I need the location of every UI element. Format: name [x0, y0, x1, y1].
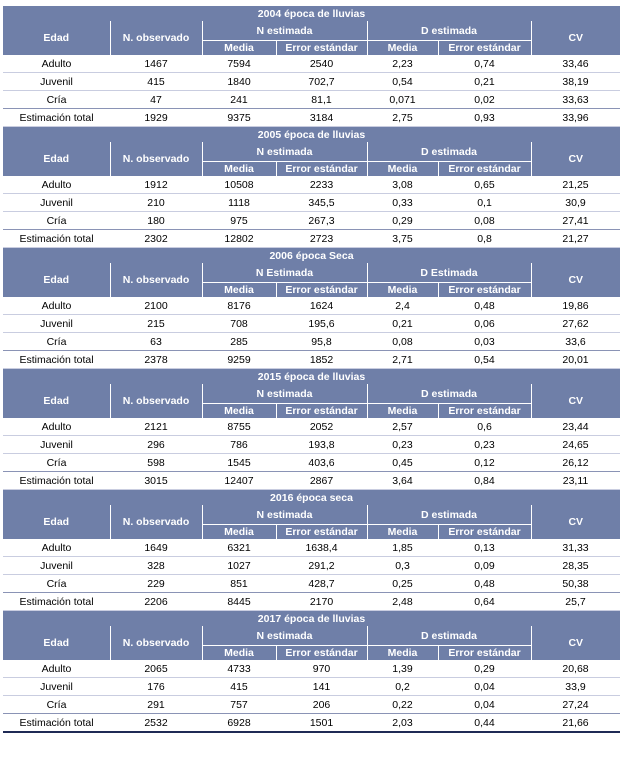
header-row	[3, 263, 620, 283]
cell-n-error: 345,5	[276, 194, 367, 212]
cell-cv: 23,11	[531, 472, 620, 490]
cell-d-media: 1,85	[367, 539, 438, 557]
cell-cv: 24,65	[531, 436, 620, 454]
cell-n-error: 291,2	[276, 557, 367, 575]
section-1	[3, 127, 620, 248]
header-d-estimada: D estimada	[367, 142, 531, 162]
cell-d-media: 3,64	[367, 472, 438, 490]
cell-d-media: 0,071	[367, 91, 438, 109]
header-n-observado: N. observado	[110, 263, 202, 297]
cell-cv: 33,9	[531, 678, 620, 696]
table-row	[3, 557, 620, 575]
subheader-n-media: Media	[202, 41, 276, 56]
section-4	[3, 490, 620, 611]
cell-n-observado: 1467	[110, 55, 202, 73]
cell-d-error: 0,6	[438, 418, 531, 436]
cell-n-error: 81,1	[276, 91, 367, 109]
cell-n-media: 8176	[202, 297, 276, 315]
cell-n-observado: 1912	[110, 176, 202, 194]
cell-n-observado: 415	[110, 73, 202, 91]
cell-edad: Juvenil	[3, 73, 110, 91]
cell-d-media: 0,33	[367, 194, 438, 212]
cell-d-media: 3,75	[367, 230, 438, 248]
header-edad: Edad	[3, 505, 110, 539]
table-row	[3, 194, 620, 212]
cell-n-error: 1624	[276, 297, 367, 315]
cell-cv: 27,62	[531, 315, 620, 333]
section-title-row	[3, 127, 620, 143]
total-row	[3, 230, 620, 248]
cell-d-error: 0,65	[438, 176, 531, 194]
total-row	[3, 351, 620, 369]
cell-n-error: 2867	[276, 472, 367, 490]
cell-n-media: 7594	[202, 55, 276, 73]
cell-n-error: 428,7	[276, 575, 367, 593]
cell-n-observado: 63	[110, 333, 202, 351]
table-row	[3, 73, 620, 91]
table-row	[3, 297, 620, 315]
cell-d-error: 0,54	[438, 351, 531, 369]
cell-edad: Estimación total	[3, 351, 110, 369]
header-cv: CV	[531, 505, 620, 539]
table-row	[3, 91, 620, 109]
section-title-row	[3, 490, 620, 506]
cell-d-error: 0,23	[438, 436, 531, 454]
cell-d-media: 3,08	[367, 176, 438, 194]
subheader-n-media: Media	[202, 404, 276, 419]
cell-edad: Adulto	[3, 418, 110, 436]
table-row	[3, 212, 620, 230]
header-n-estimada: N estimada	[202, 505, 367, 525]
cell-edad: Cría	[3, 696, 110, 714]
header-n-observado: N. observado	[110, 142, 202, 176]
cell-edad: Cría	[3, 212, 110, 230]
section-title-row	[3, 248, 620, 264]
cell-edad: Adulto	[3, 539, 110, 557]
subheader-d-error: Error estándar	[438, 41, 531, 56]
cell-n-error: 2052	[276, 418, 367, 436]
cell-n-error: 95,8	[276, 333, 367, 351]
cell-n-media: 8755	[202, 418, 276, 436]
cell-n-observado: 47	[110, 91, 202, 109]
cell-n-media: 6321	[202, 539, 276, 557]
header-edad: Edad	[3, 626, 110, 660]
cell-n-error: 2723	[276, 230, 367, 248]
cell-d-media: 2,48	[367, 593, 438, 611]
cell-n-observado: 2065	[110, 660, 202, 678]
cell-n-observado: 210	[110, 194, 202, 212]
cell-edad: Juvenil	[3, 315, 110, 333]
header-cv: CV	[531, 21, 620, 55]
cell-n-error: 206	[276, 696, 367, 714]
total-row	[3, 109, 620, 127]
header-n-estimada: N estimada	[202, 142, 367, 162]
cell-n-error: 193,8	[276, 436, 367, 454]
cell-edad: Estimación total	[3, 109, 110, 127]
cell-n-error: 1501	[276, 714, 367, 733]
section-2	[3, 248, 620, 369]
cell-edad: Estimación total	[3, 593, 110, 611]
cell-cv: 20,01	[531, 351, 620, 369]
section-title: 2016 época seca	[3, 490, 620, 506]
table-row	[3, 454, 620, 472]
cell-d-error: 0,84	[438, 472, 531, 490]
cell-cv: 21,25	[531, 176, 620, 194]
header-n-estimada: N Estimada	[202, 263, 367, 283]
cell-edad: Juvenil	[3, 194, 110, 212]
cell-cv: 21,27	[531, 230, 620, 248]
table-row	[3, 315, 620, 333]
header-cv: CV	[531, 626, 620, 660]
section-title-row	[3, 611, 620, 627]
cell-edad: Adulto	[3, 660, 110, 678]
header-d-estimada: D estimada	[367, 384, 531, 404]
header-row	[3, 505, 620, 525]
table-row	[3, 418, 620, 436]
total-row	[3, 472, 620, 490]
table-row	[3, 660, 620, 678]
section-5	[3, 611, 620, 733]
cell-n-media: 8445	[202, 593, 276, 611]
cell-n-observado: 1649	[110, 539, 202, 557]
header-edad: Edad	[3, 263, 110, 297]
header-n-estimada: N estimada	[202, 626, 367, 646]
cell-d-media: 0,23	[367, 436, 438, 454]
cell-n-error: 1638,4	[276, 539, 367, 557]
cell-edad: Juvenil	[3, 557, 110, 575]
subheader-d-media: Media	[367, 41, 438, 56]
cell-cv: 27,41	[531, 212, 620, 230]
cell-n-observado: 291	[110, 696, 202, 714]
cell-n-error: 970	[276, 660, 367, 678]
subheader-d-media: Media	[367, 162, 438, 177]
subheader-n-error: Error estándar	[276, 525, 367, 540]
cell-cv: 26,12	[531, 454, 620, 472]
total-row	[3, 593, 620, 611]
cell-n-observado: 598	[110, 454, 202, 472]
section-0	[3, 6, 620, 127]
cell-n-media: 851	[202, 575, 276, 593]
cell-edad: Estimación total	[3, 472, 110, 490]
header-d-estimada: D estimada	[367, 21, 531, 41]
cell-n-error: 267,3	[276, 212, 367, 230]
cell-d-media: 2,23	[367, 55, 438, 73]
cell-d-media: 2,03	[367, 714, 438, 733]
cell-cv: 50,38	[531, 575, 620, 593]
cell-n-media: 1840	[202, 73, 276, 91]
cell-n-media: 415	[202, 678, 276, 696]
header-n-observado: N. observado	[110, 626, 202, 660]
cell-edad: Cría	[3, 454, 110, 472]
cell-cv: 33,96	[531, 109, 620, 127]
cell-n-media: 757	[202, 696, 276, 714]
cell-d-error: 0,02	[438, 91, 531, 109]
cell-d-media: 0,54	[367, 73, 438, 91]
cell-n-media: 241	[202, 91, 276, 109]
cell-d-error: 0,29	[438, 660, 531, 678]
cell-d-error: 0,21	[438, 73, 531, 91]
subheader-n-media: Media	[202, 646, 276, 661]
cell-n-media: 975	[202, 212, 276, 230]
section-title: 2017 época de lluvias	[3, 611, 620, 627]
table-row	[3, 436, 620, 454]
cell-d-error: 0,08	[438, 212, 531, 230]
cell-n-observado: 215	[110, 315, 202, 333]
header-d-estimada: D Estimada	[367, 263, 531, 283]
header-d-estimada: D estimada	[367, 626, 531, 646]
cell-edad: Adulto	[3, 55, 110, 73]
cell-d-error: 0,64	[438, 593, 531, 611]
table-row	[3, 575, 620, 593]
cell-d-media: 0,3	[367, 557, 438, 575]
cell-d-media: 2,4	[367, 297, 438, 315]
subheader-d-error: Error estándar	[438, 283, 531, 298]
subheader-n-media: Media	[202, 525, 276, 540]
cell-n-error: 141	[276, 678, 367, 696]
cell-n-media: 786	[202, 436, 276, 454]
cell-cv: 19,86	[531, 297, 620, 315]
cell-n-media: 12407	[202, 472, 276, 490]
subheader-n-media: Media	[202, 283, 276, 298]
cell-edad: Adulto	[3, 176, 110, 194]
cell-n-media: 285	[202, 333, 276, 351]
cell-d-error: 0,1	[438, 194, 531, 212]
cell-d-media: 0,2	[367, 678, 438, 696]
cell-n-error: 702,7	[276, 73, 367, 91]
cell-n-media: 10508	[202, 176, 276, 194]
cell-d-error: 0,44	[438, 714, 531, 733]
subheader-d-error: Error estándar	[438, 525, 531, 540]
cell-d-error: 0,12	[438, 454, 531, 472]
header-n-observado: N. observado	[110, 21, 202, 55]
cell-n-media: 1545	[202, 454, 276, 472]
cell-d-error: 0,13	[438, 539, 531, 557]
cell-d-media: 0,22	[367, 696, 438, 714]
header-cv: CV	[531, 384, 620, 418]
table-row	[3, 539, 620, 557]
cell-d-media: 1,39	[367, 660, 438, 678]
cell-n-media: 9259	[202, 351, 276, 369]
cell-d-error: 0,93	[438, 109, 531, 127]
header-row	[3, 384, 620, 404]
header-row	[3, 142, 620, 162]
subheader-n-error: Error estándar	[276, 283, 367, 298]
cell-n-error: 2233	[276, 176, 367, 194]
cell-n-media: 1118	[202, 194, 276, 212]
cell-d-media: 0,25	[367, 575, 438, 593]
subheader-d-error: Error estándar	[438, 162, 531, 177]
cell-n-error: 2540	[276, 55, 367, 73]
section-title: 2004 época de lluvias	[3, 6, 620, 21]
cell-n-observado: 180	[110, 212, 202, 230]
section-title-row	[3, 369, 620, 385]
subheader-n-error: Error estándar	[276, 41, 367, 56]
header-edad: Edad	[3, 21, 110, 55]
cell-n-observado: 3015	[110, 472, 202, 490]
cell-n-error: 403,6	[276, 454, 367, 472]
cell-n-media: 9375	[202, 109, 276, 127]
section-3	[3, 369, 620, 490]
cell-d-error: 0,04	[438, 678, 531, 696]
cell-n-media: 6928	[202, 714, 276, 733]
cell-cv: 20,68	[531, 660, 620, 678]
header-n-observado: N. observado	[110, 505, 202, 539]
cell-cv: 30,9	[531, 194, 620, 212]
section-title: 2005 época de lluvias	[3, 127, 620, 143]
cell-n-observado: 2100	[110, 297, 202, 315]
cell-d-error: 0,03	[438, 333, 531, 351]
cell-edad: Estimación total	[3, 230, 110, 248]
cell-d-error: 0,74	[438, 55, 531, 73]
cell-n-media: 4733	[202, 660, 276, 678]
cell-cv: 27,24	[531, 696, 620, 714]
subheader-n-media: Media	[202, 162, 276, 177]
cell-n-observado: 176	[110, 678, 202, 696]
cell-n-observado: 328	[110, 557, 202, 575]
cell-n-media: 1027	[202, 557, 276, 575]
subheader-d-media: Media	[367, 404, 438, 419]
header-cv: CV	[531, 263, 620, 297]
subheader-n-error: Error estándar	[276, 404, 367, 419]
cell-n-observado: 296	[110, 436, 202, 454]
header-n-estimada: N estimada	[202, 384, 367, 404]
header-n-estimada: N estimada	[202, 21, 367, 41]
cell-cv: 38,19	[531, 73, 620, 91]
cell-d-error: 0,48	[438, 297, 531, 315]
cell-edad: Juvenil	[3, 678, 110, 696]
population-estimates-table	[3, 6, 620, 733]
header-edad: Edad	[3, 384, 110, 418]
cell-n-media: 12802	[202, 230, 276, 248]
cell-n-observado: 1929	[110, 109, 202, 127]
cell-d-media: 0,45	[367, 454, 438, 472]
cell-edad: Estimación total	[3, 714, 110, 733]
cell-d-error: 0,48	[438, 575, 531, 593]
cell-edad: Cría	[3, 91, 110, 109]
section-title: 2015 época de lluvias	[3, 369, 620, 385]
cell-d-media: 0,29	[367, 212, 438, 230]
header-edad: Edad	[3, 142, 110, 176]
header-cv: CV	[531, 142, 620, 176]
cell-n-error: 195,6	[276, 315, 367, 333]
cell-n-observado: 2302	[110, 230, 202, 248]
table-row	[3, 176, 620, 194]
cell-cv: 33,6	[531, 333, 620, 351]
cell-edad: Cría	[3, 575, 110, 593]
section-title-row	[3, 6, 620, 21]
cell-cv: 31,33	[531, 539, 620, 557]
cell-n-error: 1852	[276, 351, 367, 369]
cell-cv: 28,35	[531, 557, 620, 575]
subheader-d-media: Media	[367, 646, 438, 661]
cell-n-observado: 2378	[110, 351, 202, 369]
cell-cv: 33,63	[531, 91, 620, 109]
cell-cv: 25,7	[531, 593, 620, 611]
cell-d-error: 0,06	[438, 315, 531, 333]
subheader-d-media: Media	[367, 525, 438, 540]
cell-n-observado: 229	[110, 575, 202, 593]
table-row	[3, 333, 620, 351]
cell-d-media: 0,21	[367, 315, 438, 333]
header-row	[3, 21, 620, 41]
cell-edad: Adulto	[3, 297, 110, 315]
table-row	[3, 696, 620, 714]
table-row	[3, 678, 620, 696]
subheader-d-media: Media	[367, 283, 438, 298]
cell-n-observado: 2206	[110, 593, 202, 611]
cell-d-media: 2,71	[367, 351, 438, 369]
cell-n-error: 3184	[276, 109, 367, 127]
subheader-d-error: Error estándar	[438, 646, 531, 661]
section-title: 2006 época Seca	[3, 248, 620, 264]
cell-n-observado: 2121	[110, 418, 202, 436]
cell-cv: 23,44	[531, 418, 620, 436]
cell-n-error: 2170	[276, 593, 367, 611]
header-n-observado: N. observado	[110, 384, 202, 418]
header-row	[3, 626, 620, 646]
cell-edad: Juvenil	[3, 436, 110, 454]
subheader-n-error: Error estándar	[276, 646, 367, 661]
cell-edad: Cría	[3, 333, 110, 351]
table-row	[3, 55, 620, 73]
cell-d-media: 0,08	[367, 333, 438, 351]
total-row	[3, 714, 620, 733]
subheader-d-error: Error estándar	[438, 404, 531, 419]
cell-d-media: 2,57	[367, 418, 438, 436]
cell-d-error: 0,09	[438, 557, 531, 575]
cell-cv: 33,46	[531, 55, 620, 73]
cell-d-media: 2,75	[367, 109, 438, 127]
cell-cv: 21,66	[531, 714, 620, 733]
cell-n-media: 708	[202, 315, 276, 333]
cell-n-observado: 2532	[110, 714, 202, 733]
subheader-n-error: Error estándar	[276, 162, 367, 177]
cell-d-error: 0,8	[438, 230, 531, 248]
cell-d-error: 0,04	[438, 696, 531, 714]
header-d-estimada: D estimada	[367, 505, 531, 525]
